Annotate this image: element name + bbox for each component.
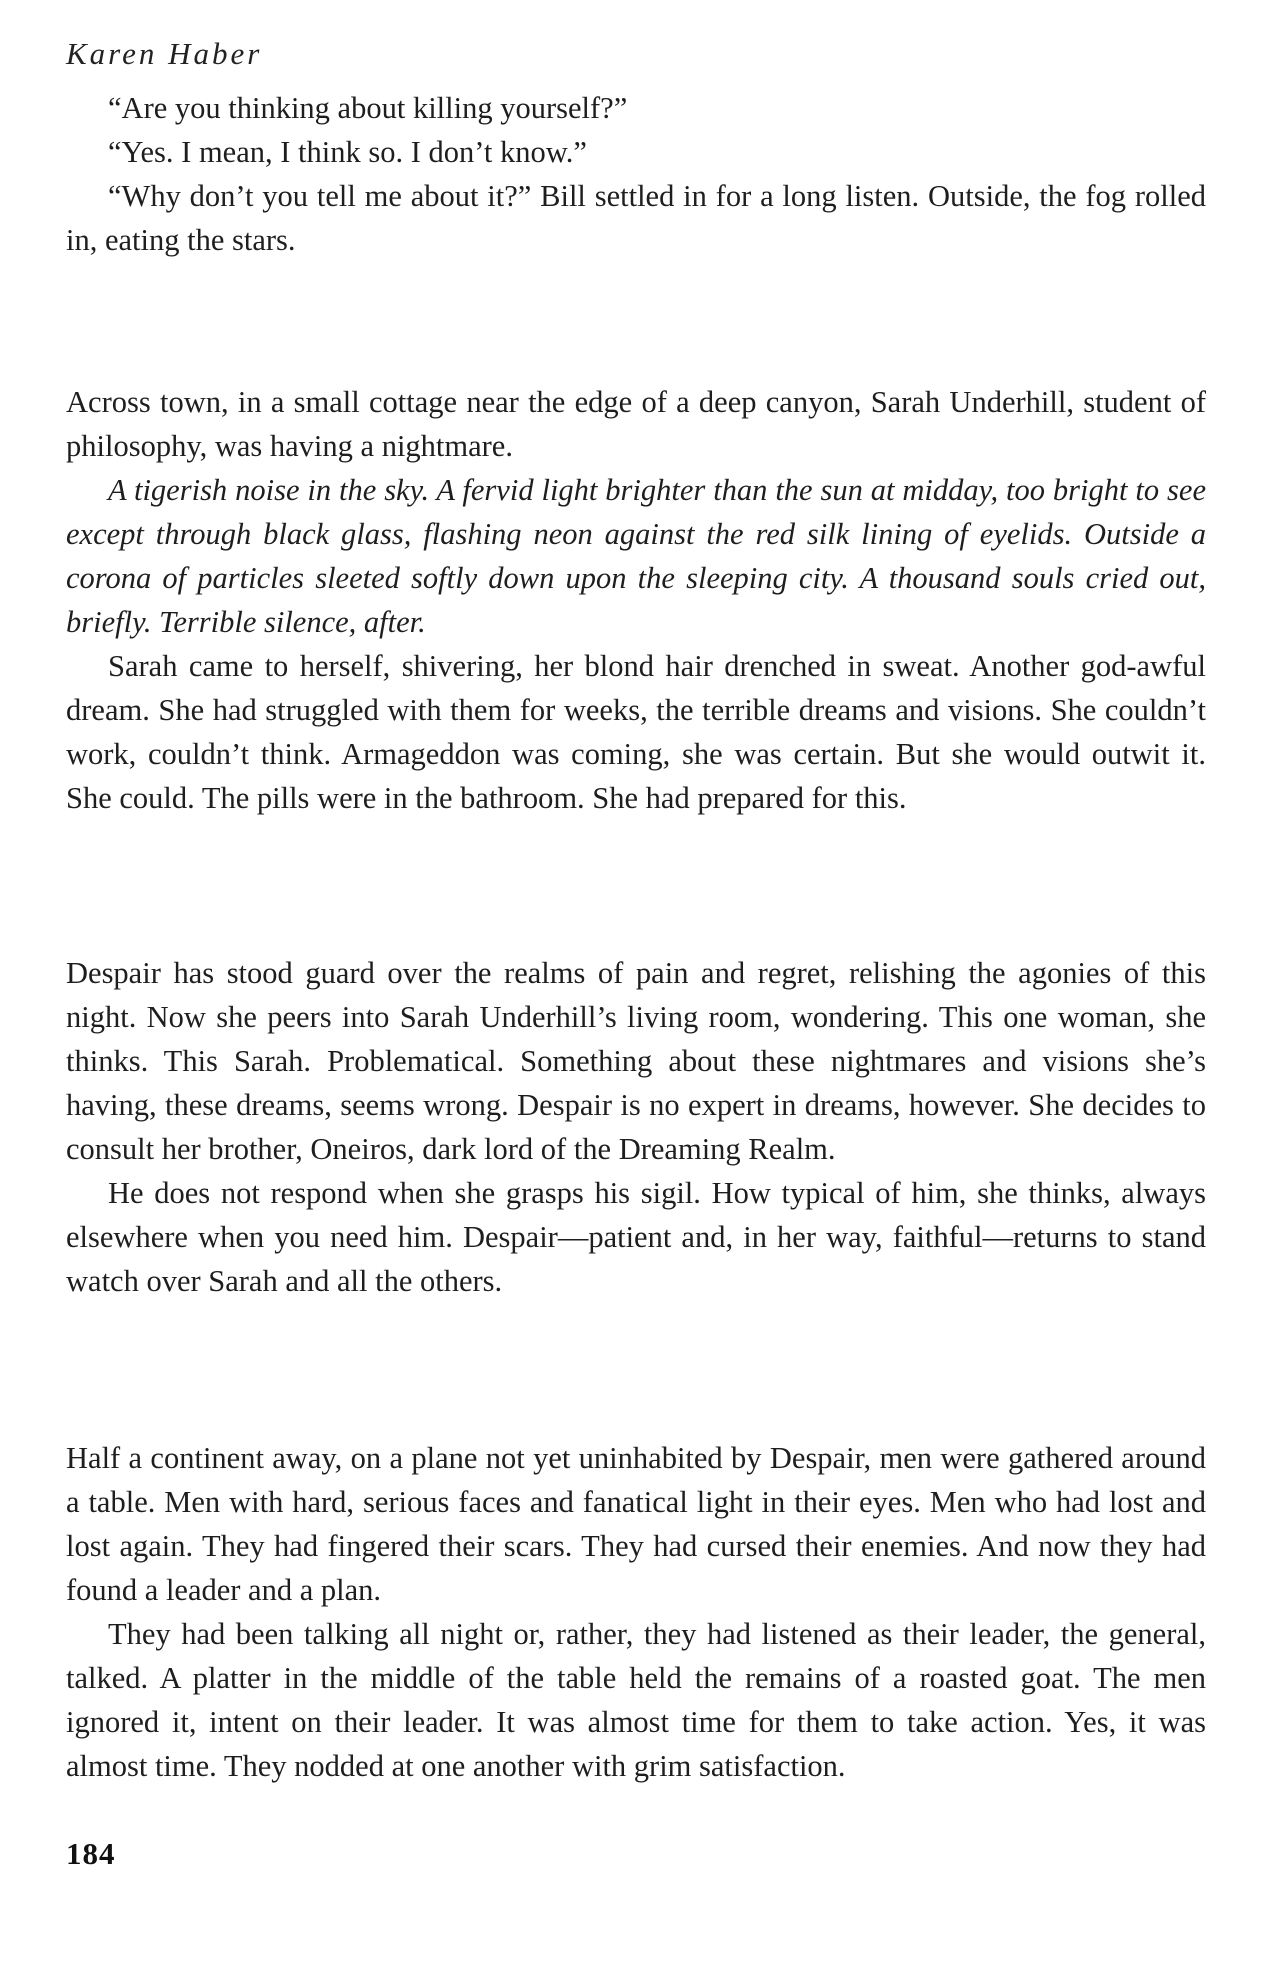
paragraph: Sarah came to herself, shivering, her blond hair drenched in sweat. Another god-awful dream. She had struggled with them for weeks, the terrible dreams and visions. She couldn’t work, couldn’t think. Armageddon was coming, she was certain. But she would outwit it. She could. The pills were in the bathroom. She had prepared for this. — [66, 649, 1206, 815]
paragraph: Across town, in a small cottage near the edge of a deep canyon, Sarah Underhill, student of philosophy, was having a nightmare. — [66, 385, 1206, 463]
paragraph: He does not respond when she grasps his sigil. How typical of him, she thinks, always elsewhere when you need him. Despair—patient and, in her way, faithful—returns to stand watch over Sarah and all the others. — [66, 1176, 1206, 1298]
section-sarah — [66, 380, 1206, 820]
running-head: Karen Haber — [66, 36, 263, 71]
paragraph: “Yes. I mean, I think so. I don’t know.” — [108, 135, 587, 169]
paragraph: They had been talking all night or, rather, they had listened as their leader, the general, talked. A platter in the middle of the table held the remains of a roasted goat. The men ignored it, intent on their leader. It was almost time for them to take action. Yes, it was almost time. They nodded at one another with grim satisfaction. — [66, 1617, 1206, 1783]
paragraph: Half a continent away, on a plane not yet uninhabited by Despair, men were gathered around a table. Men with hard, serious faces and fanatical light in their eyes. Men who had lost and lost again. They had fingered their scars. They had cursed their enemies. And now they had found a leader and a plan. — [66, 1441, 1206, 1607]
paragraph: Despair has stood guard over the realms of pain and regret, relishing the agonies of this night. Now she peers into Sarah Underhill’s living room, wondering. This one woman, she thinks. This Sarah. Problematical. Something about these nightmares and visions she’s having, these dreams, seems wrong. Despair is no expert in dreams, however. She decides to consult her brother, Oneiros, dark lord of the Dreaming Realm. — [66, 956, 1206, 1166]
paragraph: “Why don’t you tell me about it?” Bill settled in for a long listen. Outside, the fog rolled in, eating the stars. — [66, 179, 1206, 257]
section-dialogue — [66, 86, 1206, 262]
section-despair — [66, 951, 1206, 1303]
dream-paragraph: A tigerish noise in the sky. A fervid light brighter than the sun at midday, too bright to see except through black glass, flashing neon against the red silk lining of eyelids. Outside a corona of particles sleeted softly down upon the sleeping city. A thousand souls cried out, briefly. Terrible silence, after. — [66, 473, 1206, 639]
page-number: 184 — [66, 1836, 116, 1871]
paragraph: “Are you thinking about killing yourself?” — [108, 91, 628, 125]
section-general — [66, 1436, 1206, 1788]
